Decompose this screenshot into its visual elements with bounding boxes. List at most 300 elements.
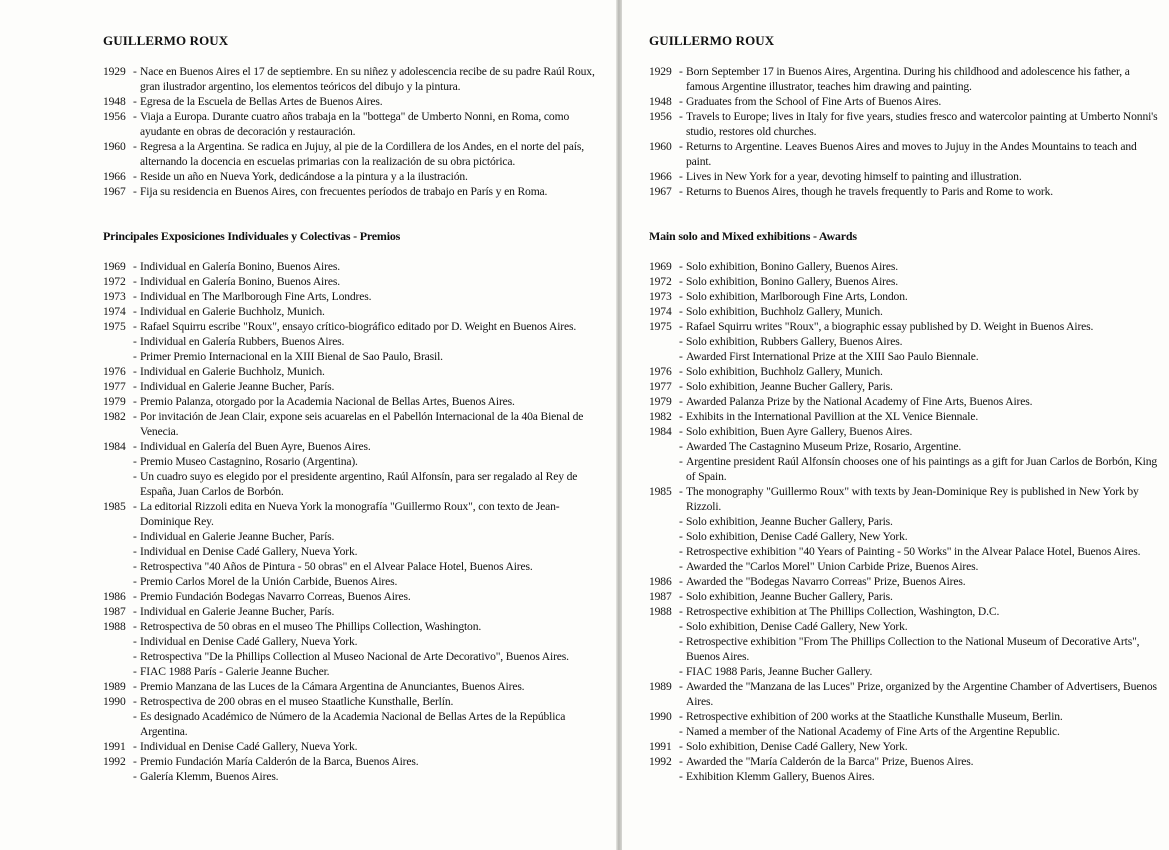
entry-text: La editorial Rizzoli edita en Nueva York la monografía "Guillermo Roux", con texto de Jean-Dominique Rey. — [140, 500, 560, 528]
list-item — [649, 514, 1164, 529]
entry-dash: - — [679, 605, 683, 618]
list-item — [649, 634, 1164, 664]
entry-dash: - — [679, 335, 683, 348]
entry-year: 1972 — [649, 275, 672, 288]
entry-text: Awarded the "Carlos Morel" Union Carbide Prize, Buenos Aires. — [686, 560, 979, 573]
exhibitions-list — [649, 259, 1164, 784]
entry-text: Solo exhibition, Marlborough Fine Arts, London. — [686, 290, 908, 303]
entry-text: FIAC 1988 París - Galerie Jeanne Bucher. — [140, 665, 330, 678]
entry-year — [103, 349, 133, 364]
entry-text: Retrospectiva de 50 obras en el museo The Phillips Collection, Washington. — [140, 620, 482, 633]
list-item — [103, 604, 603, 619]
list-item — [103, 364, 603, 379]
entry-text: Solo exhibition, Jeanne Bucher Gallery, Paris. — [686, 515, 893, 528]
entry-dash: - — [679, 290, 683, 303]
list-item — [103, 589, 603, 604]
list-item — [649, 589, 1164, 604]
list-item — [103, 454, 603, 469]
entry-year: 1956 — [649, 110, 672, 123]
entry-year: 1988 — [103, 620, 126, 633]
entry-dash: - — [133, 575, 137, 588]
list-item — [103, 439, 603, 454]
entry-year: 1975 — [649, 320, 672, 333]
list-item — [103, 274, 603, 289]
entry-year: 1956 — [103, 110, 126, 123]
entry-dash: - — [133, 110, 137, 123]
entry-year — [649, 544, 679, 559]
list-item — [103, 754, 603, 769]
entry-text: Individual en Galerie Jeanne Bucher, París. — [140, 380, 335, 393]
entry-text: Individual en Galería Bonino, Buenos Aires. — [140, 275, 340, 288]
entry-text: Exhibition Klemm Gallery, Buenos Aires. — [686, 770, 875, 783]
entry-year: 1991 — [103, 740, 126, 753]
entry-text: Premio Fundación Bodegas Navarro Correas, Buenos Aires. — [140, 590, 411, 603]
list-item — [649, 64, 1164, 94]
entry-text: Individual en Denise Cadé Gallery, Nueva York. — [140, 545, 358, 558]
entry-year: 1984 — [649, 425, 672, 438]
entry-year — [649, 634, 679, 664]
entry-dash: - — [133, 470, 137, 483]
entry-dash: - — [679, 170, 683, 183]
entry-text: Born September 17 in Buenos Aires, Argentina. During his childhood and adolescence his father, a famous Argentine illustrator, teaches him drawing and painting. — [686, 65, 1130, 93]
biography-list — [103, 64, 603, 199]
list-item — [649, 769, 1164, 784]
entry-dash: - — [133, 275, 137, 288]
list-item — [649, 319, 1164, 334]
entry-dash: - — [679, 305, 683, 318]
entry-dash: - — [679, 440, 683, 453]
list-item — [103, 574, 603, 589]
entry-dash: - — [133, 665, 137, 678]
entry-text: Retrospectiva "De la Phillips Collection al Museo Nacional de Arte Decorativo", Buenos Aires. — [140, 650, 569, 663]
entry-text: Awarded the "Bodegas Navarro Correas" Prize, Buenos Aires. — [686, 575, 966, 588]
entry-year — [649, 664, 679, 679]
entry-text: Argentine president Raúl Alfonsín chooses one of his paintings as a gift for Juan Carlos de Borbón, King of Spain. — [686, 455, 1158, 483]
list-item — [103, 619, 603, 634]
list-item — [649, 394, 1164, 409]
entry-year: 1974 — [103, 305, 126, 318]
list-item — [649, 184, 1164, 199]
entry-year: 1979 — [103, 395, 126, 408]
entry-year — [649, 559, 679, 574]
list-item — [103, 559, 603, 574]
list-item — [649, 409, 1164, 424]
entry-dash: - — [133, 680, 137, 693]
list-item — [649, 574, 1164, 589]
entry-year: 1929 — [649, 65, 672, 78]
entry-dash: - — [679, 530, 683, 543]
entry-year — [103, 649, 133, 664]
entry-year — [649, 454, 679, 484]
entry-dash: - — [679, 140, 683, 153]
entry-dash: - — [679, 710, 683, 723]
entry-text: Rafael Squirru escribe "Roux", ensayo crítico-biográfico editado por D. Weight en Buenos Aires. — [140, 320, 577, 333]
entry-year: 1982 — [103, 410, 126, 423]
entry-text: Returns to Argentine. Leaves Buenos Aires and moves to Jujuy in the Andes Mountains to teach and paint. — [686, 140, 1137, 168]
list-item — [649, 679, 1164, 709]
entry-year: 1967 — [103, 185, 126, 198]
entry-text: Premio Palanza, otorgado por la Academia Nacional de Bellas Artes, Buenos Aires. — [140, 395, 515, 408]
list-item — [649, 724, 1164, 739]
entry-year: 1990 — [103, 695, 126, 708]
list-item — [103, 184, 603, 199]
entry-text: Awarded Palanza Prize by the National Academy of Fine Arts, Buenos Aires. — [686, 395, 1033, 408]
entry-dash: - — [133, 410, 137, 423]
list-item — [103, 139, 603, 169]
entry-dash: - — [679, 770, 683, 783]
entry-year: 1967 — [649, 185, 672, 198]
entry-dash: - — [133, 260, 137, 273]
list-item — [103, 739, 603, 754]
entry-text: Solo exhibition, Jeanne Bucher Gallery, Paris. — [686, 590, 893, 603]
entry-year: 1972 — [103, 275, 126, 288]
entry-dash: - — [133, 740, 137, 753]
entry-year: 1984 — [103, 440, 126, 453]
list-item — [649, 484, 1164, 514]
entry-dash: - — [679, 620, 683, 633]
entry-text: Nace en Buenos Aires el 17 de septiembre. En su niñez y adolescencia recibe de su padre Raúl Roux, gran ilustrador argentino, los elementos teóricos del dibujo y la pintura. — [140, 65, 595, 93]
entry-year: 1973 — [103, 290, 126, 303]
list-item — [649, 529, 1164, 544]
list-item — [649, 94, 1164, 109]
entry-dash: - — [133, 455, 137, 468]
entry-year: 1977 — [103, 380, 126, 393]
entry-year: 1966 — [103, 170, 126, 183]
entry-year: 1977 — [649, 380, 672, 393]
list-item — [649, 709, 1164, 724]
entry-dash: - — [133, 650, 137, 663]
list-item — [649, 439, 1164, 454]
entry-dash: - — [133, 440, 137, 453]
entry-dash: - — [133, 290, 137, 303]
entry-text: Solo exhibition, Buen Ayre Gallery, Buenos Aires. — [686, 425, 913, 438]
entry-dash: - — [679, 740, 683, 753]
english-page — [623, 0, 1169, 850]
entry-year: 1973 — [649, 290, 672, 303]
entry-text: Primer Premio Internacional en la XIII Bienal de Sao Paulo, Brasil. — [140, 350, 443, 363]
list-item — [649, 739, 1164, 754]
entry-text: Travels to Europe; lives in Italy for five years, studies fresco and watercolor painting at Umberto Nonni's studio, restores old churches. — [686, 110, 1158, 138]
entry-dash: - — [133, 635, 137, 648]
entry-text: Awarded The Castagnino Museum Prize, Rosario, Argentine. — [686, 440, 962, 453]
entry-year: 1948 — [103, 95, 126, 108]
list-item — [103, 109, 603, 139]
list-item — [103, 304, 603, 319]
entry-year — [103, 559, 133, 574]
entry-dash: - — [679, 725, 683, 738]
list-item — [649, 604, 1164, 619]
entry-year — [649, 334, 679, 349]
list-item — [103, 349, 603, 364]
entry-dash: - — [679, 260, 683, 273]
entry-year — [649, 439, 679, 454]
entry-text: Individual en Galerie Jeanne Bucher, París. — [140, 530, 335, 543]
entry-dash: - — [679, 635, 683, 648]
entry-text: Retrospectiva "40 Años de Pintura - 50 obras" en el Alvear Palace Hotel, Buenos Aires. — [140, 560, 533, 573]
entry-year: 1985 — [103, 500, 126, 513]
biography-list — [649, 64, 1164, 199]
entry-year — [103, 769, 133, 784]
entry-dash: - — [679, 65, 683, 78]
entry-year — [649, 349, 679, 364]
list-item — [103, 634, 603, 649]
entry-dash: - — [133, 65, 137, 78]
entry-text: Rafael Squirru writes "Roux", a biographic essay published by D. Weight in Buenos Aires. — [686, 320, 1094, 333]
entry-text: Reside un año en Nueva York, dedicándose a la pintura y a la ilustración. — [140, 170, 468, 183]
exhibitions-list — [103, 259, 603, 784]
entry-text: Retrospective exhibition at The Phillips Collection, Washington, D.C. — [686, 605, 1000, 618]
list-item — [649, 754, 1164, 769]
list-item — [103, 94, 603, 109]
entry-year — [103, 634, 133, 649]
entry-year — [649, 769, 679, 784]
entry-text: Solo exhibition, Buchholz Gallery, Munich. — [686, 365, 883, 378]
entry-year — [103, 454, 133, 469]
entry-text: Solo exhibition, Buchholz Gallery, Munich. — [686, 305, 883, 318]
entry-dash: - — [133, 380, 137, 393]
list-item — [649, 334, 1164, 349]
entry-dash: - — [679, 185, 683, 198]
entry-year: 1976 — [649, 365, 672, 378]
entry-year: 1960 — [649, 140, 672, 153]
entry-year — [103, 664, 133, 679]
entry-dash: - — [679, 395, 683, 408]
list-item — [649, 424, 1164, 439]
entry-dash: - — [679, 275, 683, 288]
entry-dash: - — [133, 350, 137, 363]
entry-dash: - — [679, 665, 683, 678]
entry-dash: - — [133, 500, 137, 513]
entry-text: Retrospective exhibition "40 Years of Painting - 50 Works" in the Alvear Palace Hotel, Buenos Aires. — [686, 545, 1141, 558]
entry-text: Solo exhibition, Rubbers Gallery, Buenos Aires. — [686, 335, 903, 348]
list-item — [649, 349, 1164, 364]
entry-year: 1991 — [649, 740, 672, 753]
list-item — [649, 544, 1164, 559]
entry-text: Premio Manzana de las Luces de la Cámara Argentina de Anunciantes, Buenos Aires. — [140, 680, 525, 693]
entry-year — [103, 574, 133, 589]
list-item — [649, 559, 1164, 574]
entry-text: Exhibits in the International Pavillion at the XL Venice Biennale. — [686, 410, 979, 423]
entry-text: Retrospective exhibition "From The Phillips Collection to the National Museum of Decorative Arts", Buenos Aires. — [686, 635, 1140, 663]
entry-text: Individual en Galería del Buen Ayre, Buenos Aires. — [140, 440, 371, 453]
entry-dash: - — [133, 620, 137, 633]
entry-year: 1976 — [103, 365, 126, 378]
entry-dash: - — [133, 320, 137, 333]
entry-dash: - — [679, 515, 683, 528]
list-item — [103, 679, 603, 694]
entry-year — [649, 619, 679, 634]
entry-year: 1960 — [103, 140, 126, 153]
list-item — [649, 289, 1164, 304]
entry-year: 1987 — [103, 605, 126, 618]
book-spine — [616, 0, 622, 850]
entry-year: 1988 — [649, 605, 672, 618]
list-item — [103, 289, 603, 304]
page-title: GUILLERMO ROUX — [103, 33, 229, 48]
entry-text: Premio Fundación María Calderón de la Barca, Buenos Aires. — [140, 755, 419, 768]
entry-year — [103, 529, 133, 544]
entry-dash: - — [679, 485, 683, 498]
list-item — [103, 334, 603, 349]
entry-year — [649, 529, 679, 544]
list-item — [649, 619, 1164, 634]
entry-text: Solo exhibition, Bonino Gallery, Buenos Aires. — [686, 275, 898, 288]
entry-year — [649, 724, 679, 739]
list-item — [103, 469, 603, 499]
entry-text: Retrospective exhibition of 200 works at the Staatliche Kunsthalle Museum, Berlin. — [686, 710, 1063, 723]
list-item — [649, 169, 1164, 184]
entry-year: 1969 — [103, 260, 126, 273]
entry-text: FIAC 1988 Paris, Jeanne Bucher Gallery. — [686, 665, 873, 678]
list-item — [649, 304, 1164, 319]
entry-year: 1987 — [649, 590, 672, 603]
entry-text: Individual en Galería Bonino, Buenos Aires. — [140, 260, 340, 273]
list-item — [103, 319, 603, 334]
entry-text: Solo exhibition, Denise Cadé Gallery, New York. — [686, 740, 908, 753]
entry-dash: - — [679, 95, 683, 108]
list-item — [103, 259, 603, 274]
entry-dash: - — [133, 335, 137, 348]
entry-text: Individual en Galería Rubbers, Buenos Aires. — [140, 335, 345, 348]
section-title: Principales Exposiciones Individuales y Colectivas - Premios — [103, 229, 401, 243]
list-item — [103, 529, 603, 544]
entry-year — [103, 709, 133, 739]
list-item — [103, 379, 603, 394]
entry-text: Individual en Denise Cadé Gallery, Nueva York. — [140, 740, 358, 753]
entry-text: Individual en Galerie Buchholz, Munich. — [140, 305, 325, 318]
list-item — [649, 109, 1164, 139]
entry-year: 1992 — [649, 755, 672, 768]
entry-text: Individual en Denise Cadé Gallery, Nueva York. — [140, 635, 358, 648]
list-item — [103, 394, 603, 409]
list-item — [649, 664, 1164, 679]
entry-year: 1990 — [649, 710, 672, 723]
entry-text: Fija su residencia en Buenos Aires, con frecuentes períodos de trabajo en París y en Roma. — [140, 185, 548, 198]
list-item — [103, 649, 603, 664]
entry-year: 1929 — [103, 65, 126, 78]
entry-year: 1992 — [103, 755, 126, 768]
entry-dash: - — [679, 410, 683, 423]
entry-dash: - — [679, 350, 683, 363]
entry-text: Solo exhibition, Denise Cadé Gallery, New York. — [686, 530, 908, 543]
entry-text: Individual en The Marlborough Fine Arts, Londres. — [140, 290, 372, 303]
entry-dash: - — [133, 305, 137, 318]
list-item — [103, 709, 603, 739]
entry-dash: - — [133, 140, 137, 153]
list-item — [649, 259, 1164, 274]
entry-text: Individual en Galerie Buchholz, Munich. — [140, 365, 325, 378]
entry-year: 1986 — [103, 590, 126, 603]
list-item — [103, 64, 603, 94]
entry-dash: - — [679, 380, 683, 393]
entry-dash: - — [133, 605, 137, 618]
entry-dash: - — [679, 575, 683, 588]
entry-dash: - — [679, 680, 683, 693]
entry-year: 1985 — [649, 485, 672, 498]
entry-dash: - — [679, 755, 683, 768]
entry-dash: - — [679, 425, 683, 438]
entry-text: Un cuadro suyo es elegido por el presidente argentino, Raúl Alfonsín, para ser regalado al Rey de España, Juan Carlos de Borbón. — [140, 470, 578, 498]
entry-year: 1982 — [649, 410, 672, 423]
entry-year — [103, 544, 133, 559]
list-item — [103, 694, 603, 709]
entry-year: 1986 — [649, 575, 672, 588]
entry-text: Es designado Académico de Número de la Academia Nacional de Bellas Artes de la República Argentina. — [140, 710, 566, 738]
entry-year: 1974 — [649, 305, 672, 318]
entry-year: 1975 — [103, 320, 126, 333]
entry-dash: - — [133, 365, 137, 378]
entry-text: Graduates from the School of Fine Arts of Buenos Aires. — [686, 95, 942, 108]
entry-dash: - — [133, 560, 137, 573]
entry-text: Solo exhibition, Denise Cadé Gallery, New York. — [686, 620, 908, 633]
entry-dash: - — [133, 170, 137, 183]
list-item — [103, 409, 603, 439]
entry-text: Premio Carlos Morel de la Unión Carbide, Buenos Aires. — [140, 575, 398, 588]
entry-year — [649, 514, 679, 529]
entry-year: 1989 — [103, 680, 126, 693]
entry-text: Galería Klemm, Buenos Aires. — [140, 770, 279, 783]
entry-text: Premio Museo Castagnino, Rosario (Argentina). — [140, 455, 358, 468]
list-item — [649, 274, 1164, 289]
entry-dash: - — [679, 590, 683, 603]
entry-dash: - — [133, 530, 137, 543]
entry-text: Named a member of the National Academy of Fine Arts of the Argentine Republic. — [686, 725, 1060, 738]
entry-year: 1989 — [649, 680, 672, 693]
section-title: Main solo and Mixed exhibitions - Awards — [649, 229, 857, 243]
entry-dash: - — [133, 395, 137, 408]
entry-dash: - — [133, 185, 137, 198]
list-item — [103, 664, 603, 679]
entry-text: Awarded the "Manzana de las Luces" Prize, organized by the Argentine Chamber of Advertisers, Buenos Aires. — [686, 680, 1157, 708]
entry-text: Individual en Galerie Jeanne Bucher, París. — [140, 605, 335, 618]
entry-dash: - — [133, 95, 137, 108]
list-item — [649, 139, 1164, 169]
entry-text: Solo exhibition, Bonino Gallery, Buenos Aires. — [686, 260, 898, 273]
entry-dash: - — [133, 545, 137, 558]
entry-dash: - — [679, 545, 683, 558]
entry-dash: - — [133, 710, 137, 723]
entry-year: 1979 — [649, 395, 672, 408]
list-item — [649, 379, 1164, 394]
entry-text: The monography "Guillermo Roux" with texts by Jean-Dominique Rey is published in New York by Rizzoli. — [686, 485, 1139, 513]
list-item — [649, 364, 1164, 379]
entry-year: 1969 — [649, 260, 672, 273]
entry-dash: - — [679, 320, 683, 333]
entry-dash: - — [133, 590, 137, 603]
entry-text: Awarded the "María Calderón de la Barca" Prize, Buenos Aires. — [686, 755, 974, 768]
entry-dash: - — [133, 755, 137, 768]
page-title: GUILLERMO ROUX — [649, 33, 775, 48]
entry-dash: - — [679, 110, 683, 123]
entry-text: Egresa de la Escuela de Bellas Artes de Buenos Aires. — [140, 95, 383, 108]
entry-text: Solo exhibition, Jeanne Bucher Gallery, Paris. — [686, 380, 893, 393]
entry-dash: - — [679, 455, 683, 468]
entry-text: Regresa a la Argentina. Se radica en Jujuy, al pie de la Cordillera de los Andes, en el norte del país, alternando la docencia en escuelas primarias con la realización de su obra pictórica. — [140, 140, 584, 168]
entry-dash: - — [679, 365, 683, 378]
entry-dash: - — [133, 770, 137, 783]
list-item — [649, 454, 1164, 484]
entry-year — [103, 334, 133, 349]
list-item — [103, 544, 603, 559]
list-item — [103, 499, 603, 529]
list-item — [103, 169, 603, 184]
entry-text: Returns to Buenos Aires, though he travels frequently to Paris and Rome to work. — [686, 185, 1053, 198]
entry-dash: - — [679, 560, 683, 573]
entry-text: Viaja a Europa. Durante cuatro años trabaja en la "bottega" de Umberto Nonni, en Roma, como ayudante en obras de decoración y restauración. — [140, 110, 570, 138]
list-item — [103, 769, 603, 784]
entry-text: Awarded First International Prize at the XIII Sao Paulo Biennale. — [686, 350, 979, 363]
entry-year — [103, 469, 133, 499]
